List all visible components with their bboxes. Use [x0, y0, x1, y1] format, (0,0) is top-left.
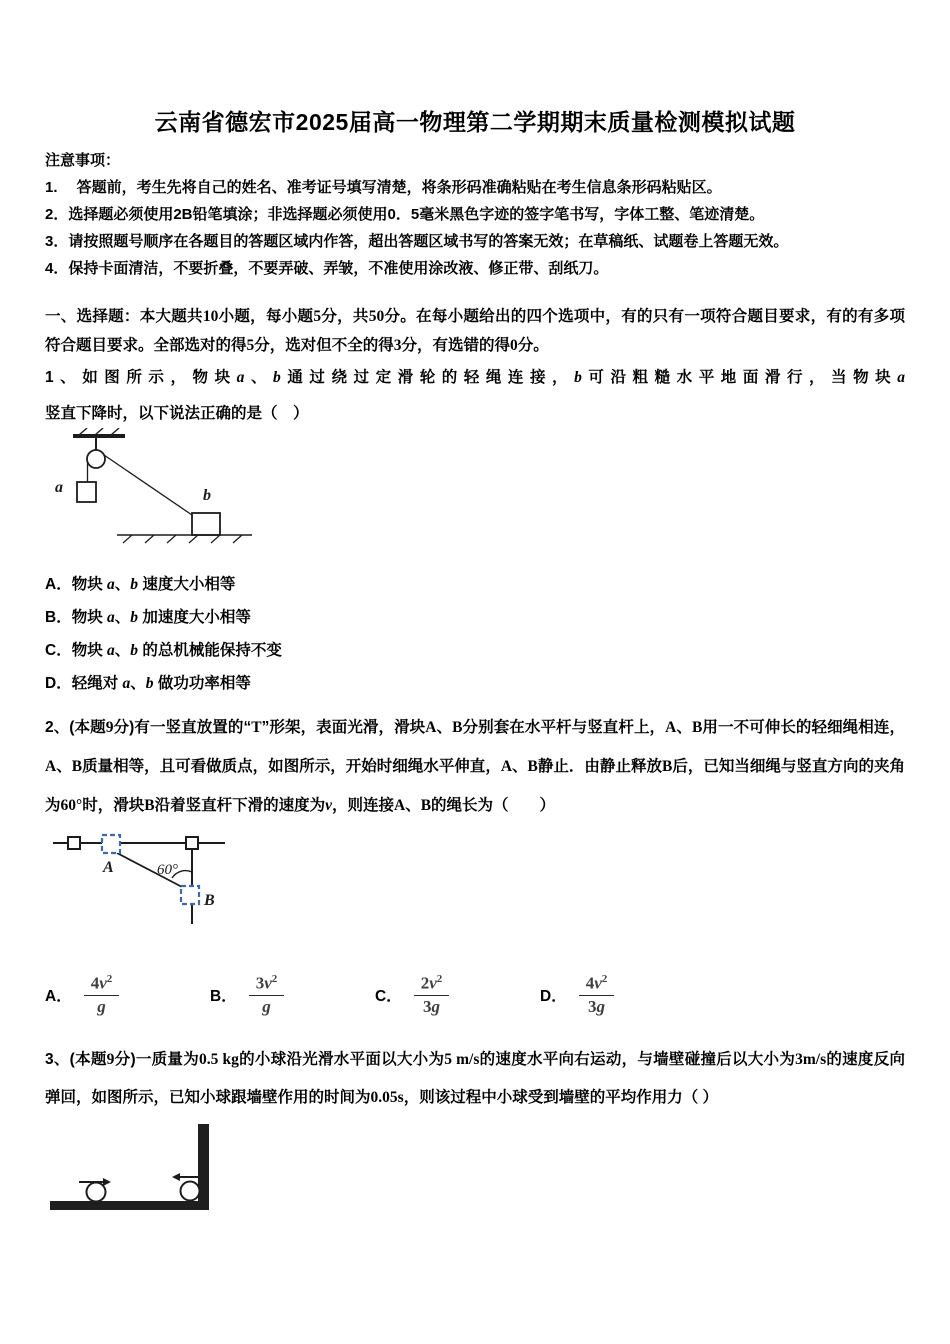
block-a	[77, 482, 96, 502]
block-b-label: b	[203, 487, 211, 504]
ground-hatch	[211, 535, 220, 543]
pulley	[87, 450, 105, 468]
notice-section	[45, 148, 905, 282]
ground-hatch	[189, 535, 198, 543]
fraction	[249, 973, 285, 1017]
exam-title: 云南省德宏市2025届高一物理第二学期期末质量检测模拟试题	[154, 109, 796, 135]
notice-item-2: 2．选择题必须使用2B铅笔填涂；非选择题必须使用0．5毫米黑色字迹的签字笔书写，字体工整、笔迹清楚。	[45, 206, 765, 223]
fraction-numerator: $2v^2$	[414, 973, 450, 996]
q3-wall-diagram	[45, 1121, 245, 1216]
slider-b	[181, 886, 199, 904]
notice-heading: 注意事项：	[45, 152, 121, 169]
q2-option-b	[210, 973, 375, 1017]
fraction-denominator: g	[262, 996, 271, 1016]
fraction-numerator: $4v^2$	[579, 973, 615, 996]
fraction-denominator: 3g	[422, 996, 440, 1016]
ground-hatch	[123, 535, 132, 543]
block-b	[192, 513, 220, 535]
q2-option-c	[375, 973, 540, 1017]
option-letter: B．	[210, 987, 237, 1005]
notice-item-1: 1. 答题前，考生先将自己的姓名、准考证号填写清楚，将条形码准确粘贴在考生信息条形码粘贴区。	[45, 179, 722, 196]
ground-hatch	[233, 535, 242, 543]
option-letter: D．	[540, 987, 567, 1005]
fraction	[414, 973, 450, 1017]
q1-pulley-diagram	[45, 428, 280, 550]
option-letter: C．	[375, 987, 402, 1005]
ball-after	[181, 1181, 200, 1200]
junction-slider	[186, 837, 198, 849]
floor	[50, 1201, 208, 1210]
q1-option-d: D．轻绳对 a、b 做功功率相等	[45, 675, 251, 692]
section-1-intro: 一、选择题：本大题共10小题，每小题5分，共50分。在每小题给出的四个选项中，有的只有一项符合题目要求，有的有多项符合题目要求。全部选对的得5分，选对但不全的得3分，有选错的得0分。	[45, 308, 905, 354]
slider-b-label: B	[204, 892, 215, 909]
fraction	[84, 973, 120, 1017]
block-a-label: a	[55, 479, 63, 496]
question-3-text: 3、(本题9分)一质量为0.5 kg的小球沿光滑水平面以大小为5 m/s的速度水平向右运动，与墙壁碰撞后以大小为3m/s的速度反向弹回，如图所示，已知小球跟墙壁作用的时间为0.05s，则该过程中小球受到墙壁的平均作用力（ ）	[45, 1050, 905, 1106]
notice-item-3: 3．请按照题号顺序在各题目的答题区域内作答，超出答题区域书写的答案无效；在草稿纸、试题卷上答题无效。	[45, 233, 789, 250]
ground-hatch	[167, 535, 176, 543]
q2-option-a	[45, 973, 210, 1017]
angle-label: 60°	[157, 862, 178, 878]
fraction-denominator: 3g	[587, 996, 605, 1016]
question-1-text: 1、如图所示，物块a、b通过绕过定滑轮的轻绳连接，b可沿粗糙水平地面滑行，当物块a竖直下降时，以下说法正确的是（ ）	[45, 369, 905, 422]
notice-item-4: 4．保持卡面清洁，不要折叠，不要弄破、弄皱，不准使用涂改液、修正带、刮纸刀。	[45, 260, 609, 277]
slider-start	[68, 837, 80, 849]
fraction-numerator: $3v^2$	[249, 973, 285, 996]
velocity-arrowhead-right	[103, 1178, 111, 1186]
rope-diagonal	[104, 455, 192, 515]
fraction-numerator: $4v^2$	[84, 973, 120, 996]
q2-option-d	[540, 973, 705, 1017]
fraction	[579, 973, 615, 1017]
q1-option-b: B．物块 a、b 加速度大小相等	[45, 609, 251, 626]
wall	[198, 1124, 209, 1210]
question-2-text: 2、(本题9分)有一竖直放置的“T”形架，表面光滑，滑块A、B分别套在水平杆与竖直杆上，A、B用一不可伸长的轻细绳相连，A、B质量相等，且可看做质点，如图所示，开始时细绳水平伸直，A、B静止．由静止释放B后，已知当细绳与竖直方向的夹角为60°时，滑块B沿着竖直杆下滑的速度为v，则连接A、B的绳长为（ ）	[45, 719, 905, 814]
velocity-arrowhead-left	[172, 1173, 180, 1181]
slider-a	[102, 835, 120, 853]
ground-hatch	[145, 535, 154, 543]
q1-option-a: A．物块 a、b 速度大小相等	[45, 576, 236, 593]
q2-options	[45, 973, 905, 1017]
q1-options	[45, 568, 905, 700]
q1-option-c: C．物块 a、b 的总机械能保持不变	[45, 642, 282, 659]
slider-a-label: A	[103, 859, 114, 876]
fraction-denominator: g	[97, 996, 106, 1016]
ball-before	[87, 1182, 106, 1201]
q2-t-frame-diagram	[45, 827, 280, 931]
option-letter: A．	[45, 987, 72, 1005]
